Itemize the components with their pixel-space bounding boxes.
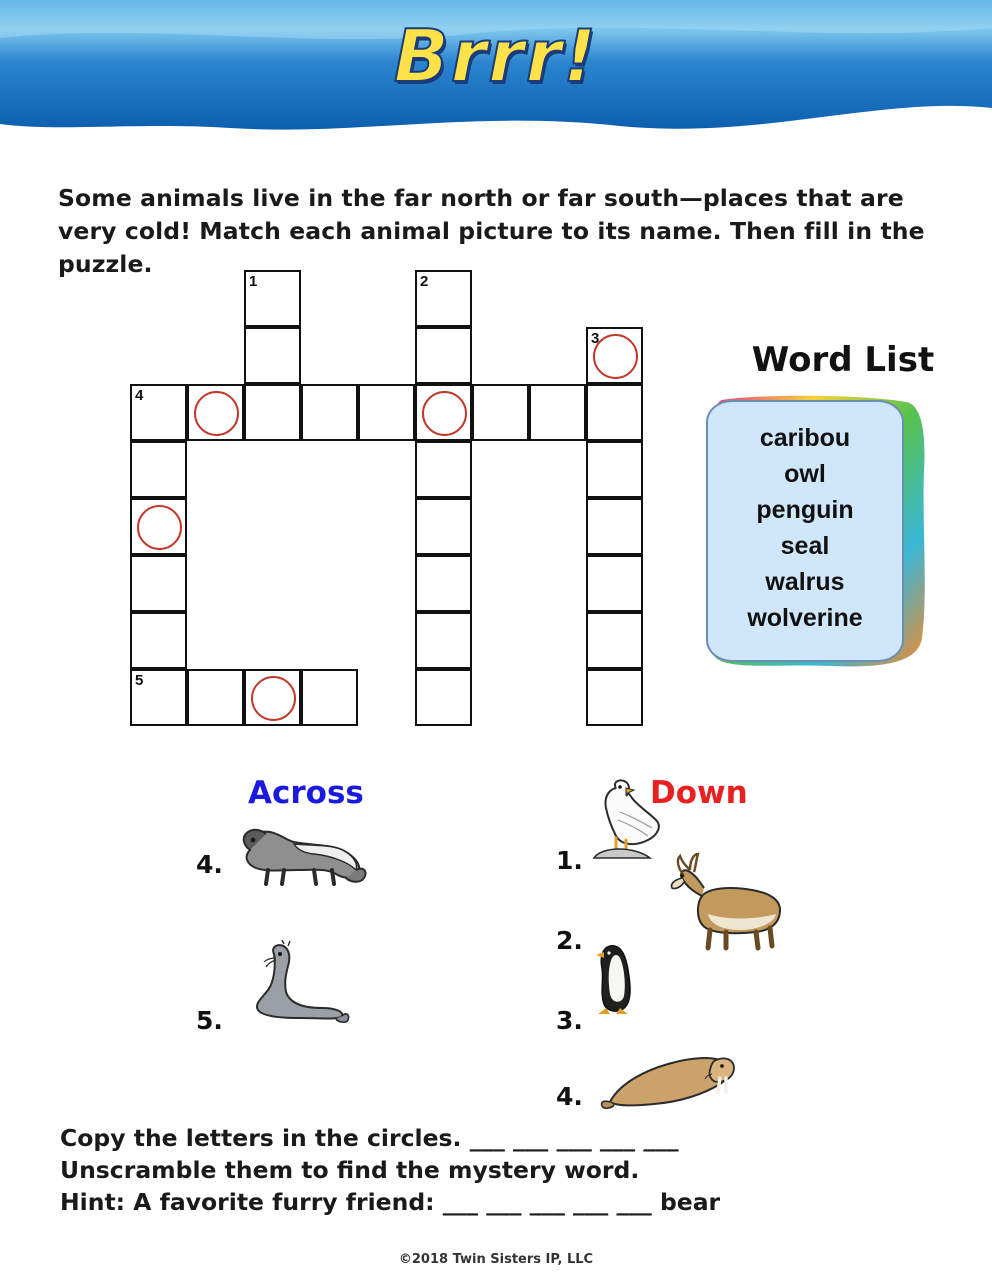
crossword-grid[interactable]	[130, 270, 690, 750]
bottom-instructions	[60, 1122, 960, 1218]
crossword-cell-r7-c2[interactable]	[244, 669, 301, 726]
word-list-title: Word List	[751, 340, 935, 380]
across-clue-number-5: 5.	[196, 1006, 223, 1035]
crossword-cell-r5-c8[interactable]	[586, 555, 643, 612]
word-list-box	[700, 392, 930, 674]
crossword-cell-r6-c8[interactable]	[586, 612, 643, 669]
instructions-paragraph: Some animals live in the far north or far south—places that are very cold! Match each animal picture to its name. Then fill in the puzzle.	[58, 184, 925, 278]
crossword-cell-r2-c5[interactable]	[415, 384, 472, 441]
crossword-cell-r3-c0[interactable]	[130, 441, 187, 498]
crossword-cell-r3-c5[interactable]	[415, 441, 472, 498]
crossword-cell-r2-c8[interactable]	[586, 384, 643, 441]
penguin-picture	[588, 938, 648, 1020]
down-clue-number-3: 3.	[556, 1006, 583, 1035]
word-item: wolverine	[747, 604, 863, 632]
crossword-cell-circle	[422, 391, 467, 436]
crossword-cell-r1-c8[interactable]	[586, 327, 643, 384]
crossword-cell-r2-c1[interactable]	[187, 384, 244, 441]
copyright-notice: ©2018 Twin Sisters IP, LLC	[398, 1252, 594, 1267]
crossword-cell-r1-c5[interactable]	[415, 327, 472, 384]
crossword-cell-r7-c5[interactable]	[415, 669, 472, 726]
crossword-cell-circle	[251, 676, 296, 721]
word-item: seal	[780, 532, 830, 560]
crossword-cell-r5-c5[interactable]	[415, 555, 472, 612]
crossword-cell-r2-c4[interactable]	[358, 384, 415, 441]
crossword-cell-r7-c8[interactable]	[586, 669, 643, 726]
crossword-cell-r1-c2[interactable]	[244, 327, 301, 384]
crossword-cell-circle	[593, 334, 638, 379]
hint-blanks[interactable]: ___ ___ ___ ___ ___	[442, 1188, 652, 1216]
crossword-cell-r5-c0[interactable]	[130, 555, 187, 612]
unscramble-line: Unscramble them to find the mystery word.	[60, 1156, 640, 1184]
across-heading: Across	[248, 775, 364, 811]
crossword-cell-r6-c5[interactable]	[415, 612, 472, 669]
crossword-cell-number: 5	[135, 672, 144, 689]
word-list-items	[706, 400, 904, 662]
crossword-cell-r0-c5[interactable]	[415, 270, 472, 327]
crossword-cell-r2-c6[interactable]	[472, 384, 529, 441]
copy-letters-blanks[interactable]: ___ ___ ___ ___ ___	[469, 1124, 679, 1152]
seal-picture	[240, 940, 350, 1026]
word-item: owl	[784, 460, 826, 488]
crossword-cell-number: 2	[420, 273, 429, 290]
crossword-cell-circle	[137, 505, 182, 550]
down-clue-number-2: 2.	[556, 926, 583, 955]
word-item: penguin	[756, 496, 854, 524]
owl-picture	[586, 776, 666, 864]
hint-suffix: bear	[659, 1188, 721, 1216]
word-item: caribou	[759, 424, 851, 452]
caribou-picture	[660, 852, 800, 952]
crossword-cell-circle	[194, 391, 239, 436]
across-clue-number-4: 4.	[196, 850, 223, 879]
crossword-cell-number: 1	[249, 273, 258, 290]
crossword-cell-r2-c3[interactable]	[301, 384, 358, 441]
crossword-cell-r7-c1[interactable]	[187, 669, 244, 726]
word-item: walrus	[765, 568, 845, 596]
page-title: Brrr!	[393, 14, 599, 98]
hint-text: Hint: A favorite furry friend:	[60, 1188, 435, 1216]
crossword-cell-r0-c2[interactable]	[244, 270, 301, 327]
wolverine-picture	[228, 818, 368, 890]
copy-letters-line	[60, 1122, 960, 1154]
crossword-cell-r4-c8[interactable]	[586, 498, 643, 555]
crossword-cell-r7-c3[interactable]	[301, 669, 358, 726]
crossword-cell-number: 4	[135, 387, 144, 404]
crossword-cell-r2-c2[interactable]	[244, 384, 301, 441]
crossword-cell-r2-c0[interactable]	[130, 384, 187, 441]
down-clue-number-1: 1.	[556, 846, 583, 875]
crossword-cell-r6-c0[interactable]	[130, 612, 187, 669]
crossword-cell-r2-c7[interactable]	[529, 384, 586, 441]
hint-line	[60, 1186, 960, 1218]
crossword-cell-r7-c0[interactable]	[130, 669, 187, 726]
crossword-cell-r3-c8[interactable]	[586, 441, 643, 498]
down-clue-number-4: 4.	[556, 1082, 583, 1111]
crossword-cell-number: 3	[591, 330, 600, 347]
copy-letters-text: Copy the letters in the circles.	[60, 1124, 462, 1152]
page-header-banner	[0, 0, 992, 140]
crossword-cell-r4-c5[interactable]	[415, 498, 472, 555]
walrus-picture	[596, 1044, 746, 1114]
crossword-cell-r4-c0[interactable]	[130, 498, 187, 555]
down-heading: Down	[650, 775, 748, 811]
